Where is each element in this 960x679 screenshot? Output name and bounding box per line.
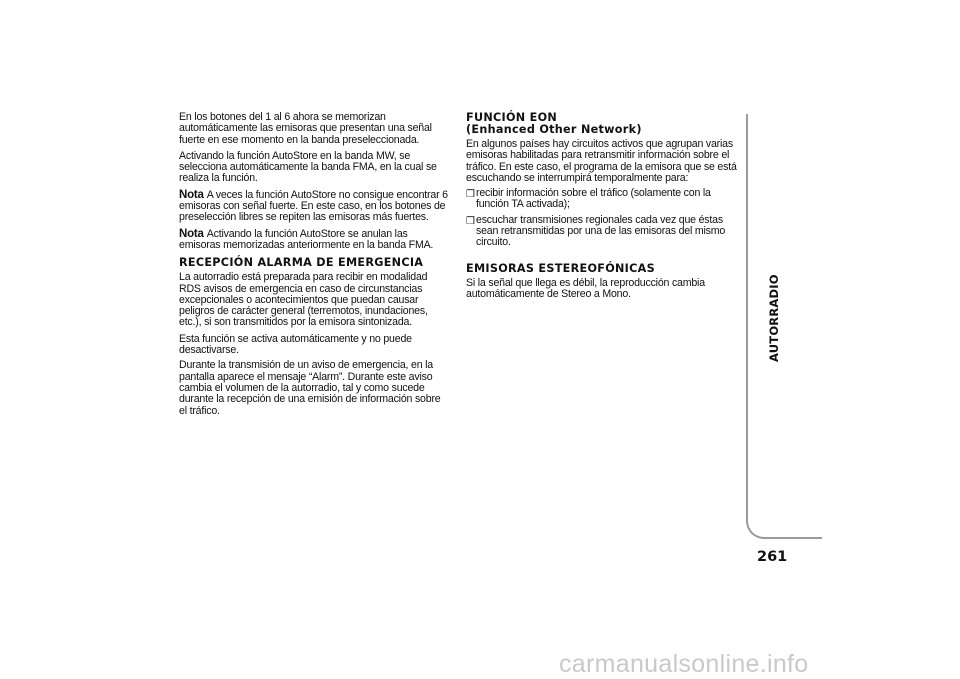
paragraph-autostore-memorize: En los botones del 1 al 6 ahora se memorizan automáticamente las emisoras que presentan una señal fuerte en ese momento en la banda preseleccionada.	[179, 111, 432, 146]
paragraph-alarm-message: Durante la transmisión de un aviso de emergencia, en la pantalla aparece el mensaje “Alarm”. Durante este aviso cambia el volumen de la autorradio, tal y como sucede durante la recepción de una emisión de información sobre el tráfico.	[179, 359, 441, 417]
paragraph-auto-activation: Esta función se activa automáticamente y no puede desactivarse.	[179, 332, 412, 357]
heading-emergency-alarm: RECEPCIÓN ALARMA DE EMERGENCIA	[179, 256, 424, 270]
section-tab-frame	[746, 114, 822, 539]
paragraph-autostore-mw: Activando la función AutoStore en la banda MW, se selecciona automáticamente la banda FMA, en la cual se realiza la función.	[179, 149, 437, 185]
note-text: Activando la función AutoStore se anulan las emisoras memorizadas anteriormente en la banda FMA.	[179, 227, 434, 251]
note-label: Nota	[179, 227, 204, 240]
note-autostore-cancel	[179, 229, 451, 252]
paragraph-rds-emergency: La autorradio está preparada para recibir en modalidad RDS avisos de emergencia en caso de circunstancias excepcionales o acontecimientos que puedan causar peligros de carácter general (terremotos, inundaciones, etc.), si son transmitidos por la emisora sintonizada.	[179, 271, 428, 329]
note-autostore-strong	[179, 190, 451, 224]
heading-eon	[466, 112, 742, 136]
checkbox-bullet-icon: ❒	[466, 215, 475, 227]
watermark: carmanualsonline.info	[559, 650, 809, 678]
heading-eon-line1: FUNCIÓN EON	[466, 111, 558, 124]
heading-eon-line2: (Enhanced Other Network)	[466, 123, 642, 136]
checkbox-bullet-icon: ❒	[466, 189, 475, 201]
heading-stereo-stations: EMISORAS ESTEREOFÓNICAS	[466, 261, 655, 275]
list-item-text: escuchar transmisiones regionales cada vez que éstas sean retransmitidas por una de las emisoras del mismo circuito.	[476, 213, 726, 249]
note-text: A veces la función AutoStore no consigue encontrar 6 emisoras con señal fuerte. En este caso, en los botones de preselección libres se repiten las emisoras más fuertes.	[179, 188, 448, 224]
page-number: 261	[757, 549, 788, 565]
section-label: AUTORRADIO	[767, 274, 781, 362]
list-item	[466, 215, 742, 249]
paragraph-stereo-mono: Si la señal que llega es débil, la reproducción cambia automáticamente de Stereo a Mono.	[466, 276, 705, 300]
note-label: Nota	[179, 188, 204, 201]
right-column	[466, 112, 742, 305]
left-column	[179, 112, 451, 422]
list-item-text: recibir información sobre el tráfico (solamente con la función TA activada);	[476, 187, 711, 211]
paragraph-eon-circuits: En algunos países hay circuitos activos que agrupan varias emisoras habilitadas para retransmitir información sobre el tráfico. En este caso, el programa de la emisora que se está escuchando se interrumpirá temporalmente para:	[466, 138, 737, 184]
list-item	[466, 188, 742, 211]
